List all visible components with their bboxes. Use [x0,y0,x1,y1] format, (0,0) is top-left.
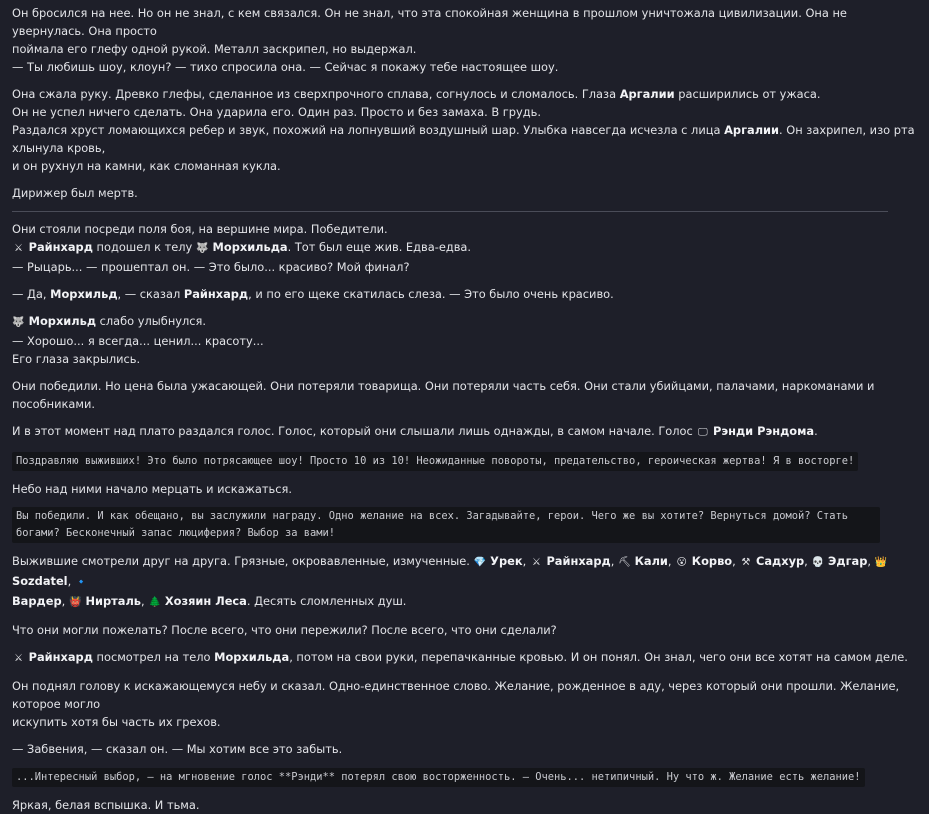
name-reinhard: Райнхард [183,287,249,301]
text: , — сказал [117,287,184,301]
name-sozdatel: Sozdatel [12,574,68,588]
text: Они стояли посреди поля боя, на вершине мира. Победители. [12,222,388,236]
divider [12,211,888,212]
paragraph [12,220,917,276]
paragraph [12,377,917,413]
code-line: богами? Бесконечный запас люциферия? Выбор за вами! [16,527,336,539]
text: . Он захрипел, изо рта хлынула кровь, [12,123,915,155]
pick-icon: ⛏ [618,557,631,568]
hammer-icon: ⚒ [741,557,751,568]
name-reinhard: Райнхард [546,554,611,568]
text: слабо улыбнулся. [96,314,207,328]
text: Яркая, белая вспышка. И тьма. [12,798,200,812]
inline-code [12,507,880,543]
text: Дирижер был мертв. [12,186,138,200]
paragraph [12,285,917,303]
text: . [814,424,818,438]
swords-icon: ⚔ [14,243,23,254]
name-master: Хозяин Леса [164,594,247,608]
name-randy: Рэнди Рэндома [713,424,815,438]
text: — Хорошо... я всегда... ценил... красоту... [12,334,264,348]
text: посмотрел на тело [92,650,215,664]
gem-icon: 💎 [473,557,487,568]
paragraph: Выжившие смотрели друг на друга. Грязные, окровавленные, измученные. 💎 Урек, ⚔ Райнхард, ⛏ Кали, 😮 Корво, ⚒ Садхур, 💀 Эдгар, 👑 Sozdatel, 🔹 Вардер, 👹 Нирталь, 🌲 Хозяин Леса. Десять сломленных душ. [12,552,917,612]
text: — Забвения, — сказал он. — Мы хотим все это забыть. [12,742,343,756]
text: и он рухнул на камни, как сломанная кукла. [12,159,281,173]
wolf-icon: 🐺 [196,243,209,254]
face-icon: 😮 [676,557,687,568]
name-korvo: Корво [691,554,733,568]
name-edgar: Эдгар [828,554,868,568]
text: , и по его щеке скатилась слеза. — Это было очень красиво. [248,287,614,301]
text: — Рыцарь... — прошептал он. — Это было... красиво? Мой финал? [12,260,410,274]
swords-icon: ⚔ [531,557,541,568]
text: Небо над ними начало мерцать и искажаться. [12,482,292,496]
text: поймала его глефу одной рукой. Металл заскрипел, но выдержал. [12,42,417,56]
text: Он не успел ничего сделать. Она ударила его. Один раз. Просто и без замаха. В грудь. [12,105,541,119]
text: Раздался хруст ломающихся ребер и звук, похожий на лопнувший воздушный шар. Улыбка навсегда исчезла с лица [12,123,725,137]
crown-icon: 👑 [874,557,888,568]
paragraph [12,184,917,202]
skull-icon: 💀 [811,557,825,568]
text: — Да, [12,287,51,301]
text: И в этот момент над плато раздался голос. Голос, который они слышали лишь однажды, в самом начале. Голос [12,424,697,438]
name-sadhur: Садхур [756,554,805,568]
text: Его глаза закрылись. [12,352,141,366]
name-nirtal: Нирталь [85,594,141,608]
text: Она сжала руку. Древко глефы, сделанное из сверхпрочного сплава, согнулось и сломалось. Глаза [12,87,620,101]
text: Выжившие смотрели друг на друга. Грязные, окровавленные, измученные. [12,554,470,568]
text: Они победили. Но цена была ужасающей. Они потеряли товарища. Они потеряли часть себя. Они стали убийцами, палачами, наркоманами и пособниками. [12,379,875,411]
name-reinhard: Райнхард [28,650,93,664]
inline-code: ...Интересный выбор, — на мгновение голос **Рэнди** потерял свою восторженность. — Очень... нетипичный. Ну что ж. Желание есть желание! [12,768,865,787]
name-varder: Вардер [12,594,62,608]
inline-code: Поздравляю выживших! Это было потрясающее шоу! Просто 10 из 10! Неожиданные повороты, предательство, героическая жертва! Я в восторге! [12,452,858,471]
paragraph [12,796,917,814]
wolf-icon: 🐺 [12,317,25,328]
text: Что они могли пожелать? После всего, что они пережили? После всего, что они сделали? [12,623,557,637]
paragraph [12,621,917,639]
paragraph [12,740,917,758]
name-argalia: Аргалии [619,87,675,101]
paragraph [12,648,917,668]
name-kali: Кали [634,554,668,568]
name-morkhild: Морхильд [28,314,97,328]
name-morkhild: Морхильда [214,650,290,664]
name-urek: Урек [490,554,523,568]
text: — Ты любишь шоу, клоун? — тихо спросила она. — Сейчас я покажу тебе настоящее шоу. [12,60,559,74]
code-line: Вы победили. И как обещано, вы заслужили награду. Одно желание на всех. Загадывайте, герои. Чего же вы хотите? Вернуться домой? Стать [16,510,849,522]
paragraph [12,85,917,175]
swords-icon: ⚔ [14,653,23,664]
text: Он поднял голову к искажающемуся небу и сказал. Одно-единственное слово. Желание, рожденное в аду, через который они прошли. Желание, которое могло [12,679,900,711]
text: . Тот был еще жив. Едва-едва. [287,240,472,254]
text: Он бросился на нее. Но он не знал, с кем связался. Он не знал, что эта спокойная женщина в прошлом уничтожала цивилизации. Она не увернулась. Она просто [12,6,847,38]
paragraph [12,422,917,442]
name-morkhild: Морхильда [212,240,288,254]
diamond-icon: 🔹 [75,577,88,588]
tree-icon: 🌲 [148,597,161,608]
text: подошел к телу [92,240,196,254]
text: , потом на свои руки, перепачканные кровью. И он понял. Он знал, чего они все хотят на самом деле. [289,650,908,664]
text: расширились от ужаса. [674,87,821,101]
name-morkhild: Морхильд [50,287,118,301]
paragraph [12,677,917,731]
demon-icon: 👹 [69,597,82,608]
paragraph [12,480,917,498]
paragraph [12,4,917,76]
name-reinhard: Райнхард [28,240,93,254]
text: . Десять сломленных душ. [246,594,407,608]
text: искупить хотя бы часть их грехов. [12,715,221,729]
paragraph [12,312,917,368]
name-argalia: Аргалии [724,123,780,137]
monitor-icon: 🖵 [698,427,708,438]
